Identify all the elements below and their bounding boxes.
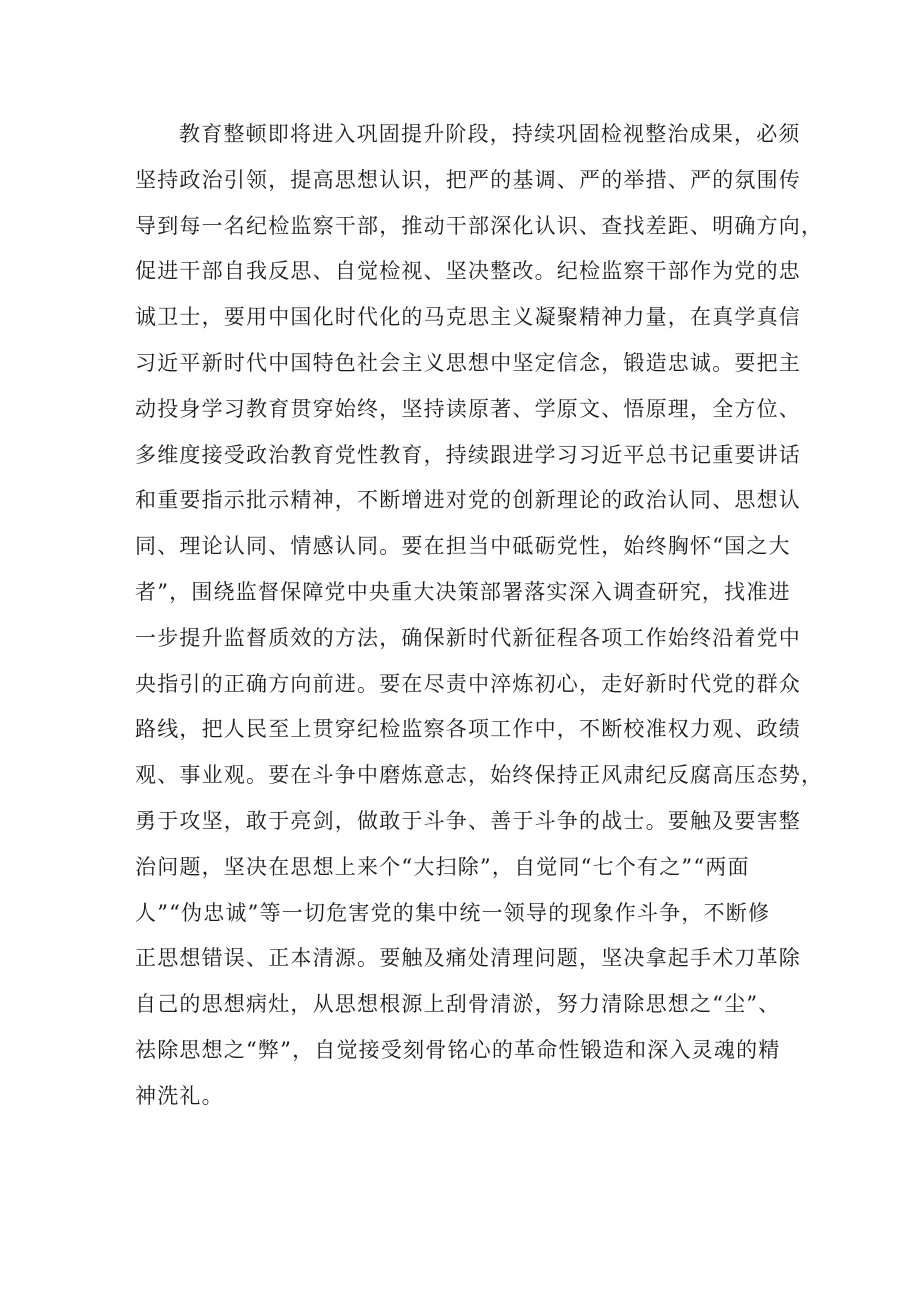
paragraph-line: 教育整顿即将进入巩固提升阶段，持续巩固检视整治成果，必须 xyxy=(179,122,801,146)
paragraph-line: 人”“伪忠诚”等一切危害党的集中统一领导的现象作斗争，不断修 xyxy=(135,900,771,925)
paragraph-line: 神洗礼。 xyxy=(135,1083,224,1108)
paragraph-line: 一步提升监督质效的方法，确保新时代新征程各项工作始终沿着党中 xyxy=(135,625,801,650)
paragraph-line: 央指引的正确方向前进。要在尽责中淬炼初心，走好新时代党的群众 xyxy=(135,671,801,696)
paragraph-line: 诚卫士，要用中国化时代化的马克思主义凝聚精神力量，在真学真信 xyxy=(135,305,801,330)
paragraph-line: 和重要指示批示精神，不断增进对党的创新理论的政治认同、思想认 xyxy=(135,488,801,513)
paragraph-line: 路线，把人民至上贯穿纪检监察各项工作中，不断校准权力观、政绩 xyxy=(135,717,801,742)
paragraph-line: 勇于攻坚，敢于亮剑，做敢于斗争、善于斗争的战士。要触及要害整 xyxy=(135,808,801,833)
paragraph-line: 坚持政治引领，提高思想认识，把严的基调、严的举措、严的氛围传 xyxy=(135,167,801,192)
paragraph-line: 祛除思想之“弊”，自觉接受刻骨铭心的革命性锻造和深入灵魂的精 xyxy=(135,1037,781,1062)
paragraph-line: 动投身学习教育贯穿始终，坚持读原著、学原文、悟原理，全方位、 xyxy=(135,396,801,421)
paragraph-line: 促进干部自我反思、自觉检视、坚决整改。纪检监察干部作为党的忠 xyxy=(135,259,801,284)
paragraph-line: 观、事业观。要在斗争中磨炼意志，始终保持正风肃纪反腐高压态势， xyxy=(135,763,824,788)
paragraph-line: 习近平新时代中国特色社会主义思想中坚定信念，锻造忠诚。要把主 xyxy=(135,350,801,375)
paragraph-line: 正思想错误、正本清源。要触及痛处清理问题，坚决拿起手术刀革除 xyxy=(135,946,801,971)
paragraph-line: 导到每一名纪检监察干部，推动干部深化认识、查找差距、明确方向， xyxy=(135,213,824,238)
paragraph-line: 多维度接受政治教育党性教育，持续跟进学习习近平总书记重要讲话 xyxy=(135,442,801,467)
paragraph-line: 同、理论认同、情感认同。要在担当中砥砺党性，始终胸怀“国之大 xyxy=(135,534,791,559)
paragraph-line: 治问题，坚决在思想上来个“大扫除”，自觉同“七个有之”“两面 xyxy=(135,854,750,879)
paragraph-line: 者”，围绕监督保障党中央重大决策部署落实深入调查研究，找准进 xyxy=(135,579,791,604)
paragraph-line: 自己的思想病灶，从思想根源上刮骨清淤，努力清除思想之“尘”、 xyxy=(135,992,781,1017)
body-paragraph xyxy=(135,112,824,1120)
